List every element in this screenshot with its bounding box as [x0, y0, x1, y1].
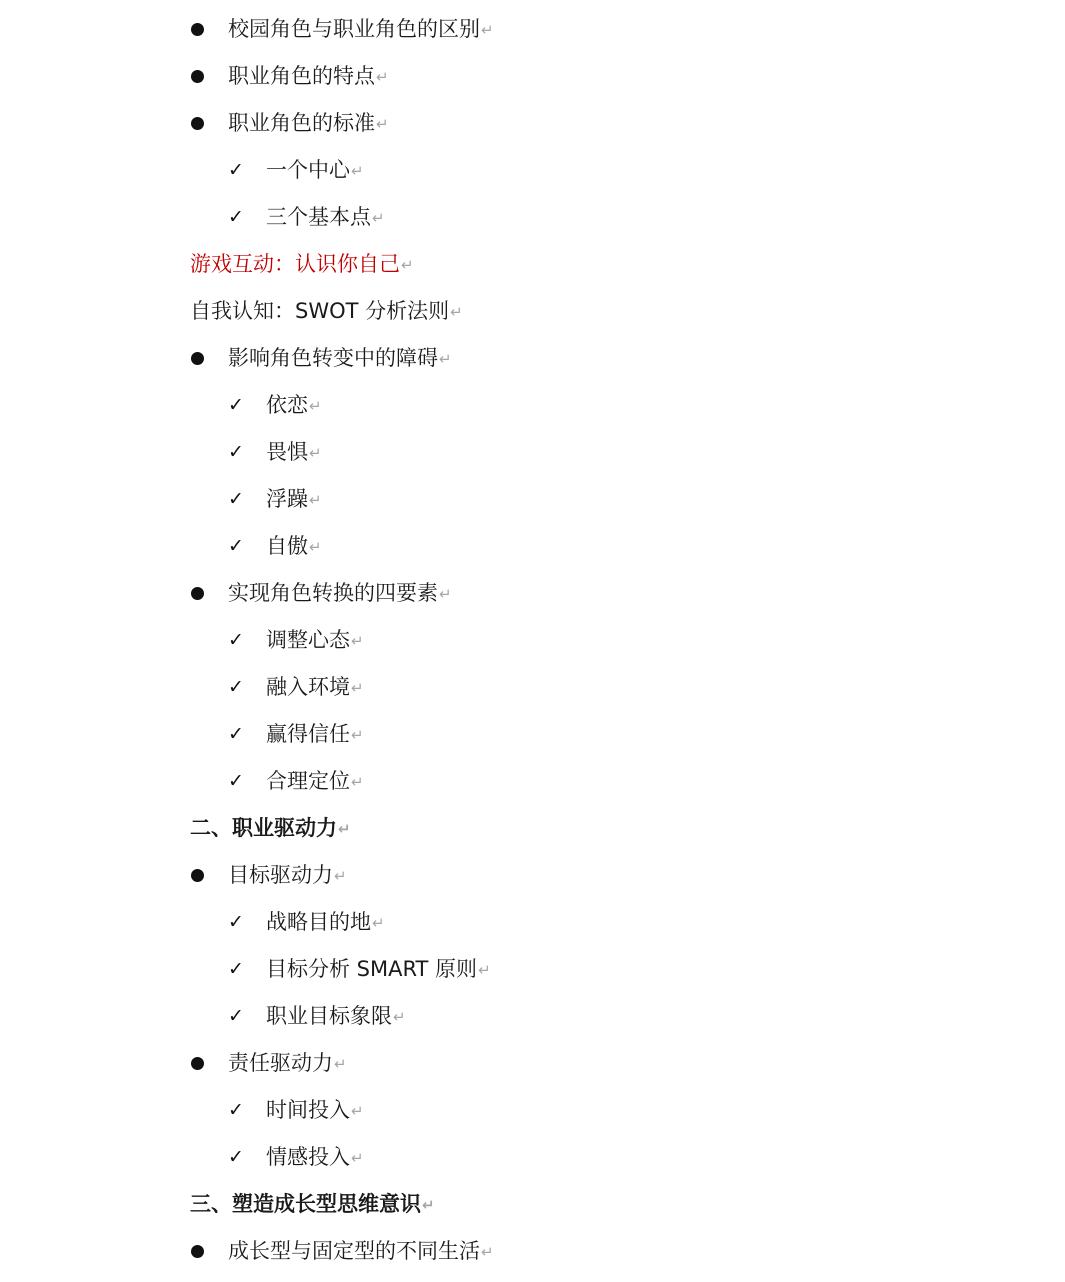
checkmark-list-item — [0, 993, 1065, 1040]
checkmark-icon: ✓ — [228, 676, 244, 698]
checkmark-list-item — [0, 382, 1065, 429]
paragraph-mark-icon: ↵ — [351, 632, 364, 650]
checkmark-list-item — [0, 1087, 1065, 1134]
line-text: 职业目标象限 — [266, 1004, 392, 1028]
paragraph-mark-icon: ↵ — [376, 68, 389, 86]
paragraph-mark-icon: ↵ — [372, 914, 385, 932]
paragraph-mark-icon: ↵ — [351, 1102, 364, 1120]
line-text: 时间投入 — [266, 1098, 350, 1122]
line-text: 自我认知：SWOT 分析法则 — [190, 299, 450, 323]
line-text: 融入环境 — [266, 675, 350, 699]
highlight-paragraph — [0, 241, 1065, 288]
bullet-list-item — [0, 335, 1065, 382]
bullet-list-item — [0, 1228, 1065, 1275]
line-text: 目标驱动力 — [228, 863, 333, 887]
line-text: 情感投入 — [266, 1145, 350, 1169]
paragraph-mark-icon: ↵ — [481, 21, 494, 39]
checkmark-list-item — [0, 664, 1065, 711]
bullet-list-item — [0, 53, 1065, 100]
bullet-list-item — [0, 100, 1065, 147]
paragraph-mark-icon: ↵ — [309, 538, 322, 556]
line-text: 自傲 — [266, 534, 308, 558]
line-text: 依恋 — [266, 393, 308, 417]
paragraph-mark-icon: ↵ — [334, 1055, 347, 1073]
line-text: 游戏互动：认识你自己 — [190, 252, 400, 276]
document-body — [0, 6, 1065, 1275]
line-text: 影响角色转变中的障碍 — [228, 346, 438, 370]
checkmark-icon: ✓ — [228, 441, 244, 463]
paragraph-mark-icon: ↵ — [309, 491, 322, 509]
bullet-list-item — [0, 852, 1065, 899]
line-text: 职业角色的标准 — [228, 111, 375, 135]
checkmark-list-item — [0, 711, 1065, 758]
line-text: 畏惧 — [266, 440, 308, 464]
section-heading — [0, 1181, 1065, 1228]
paragraph-mark-icon: ↵ — [351, 679, 364, 697]
line-text: 三、塑造成长型思维意识 — [190, 1192, 421, 1216]
checkmark-list-item — [0, 617, 1065, 664]
checkmark-list-item — [0, 476, 1065, 523]
paragraph-mark-icon: ↵ — [401, 256, 414, 274]
paragraph-mark-icon: ↵ — [478, 961, 491, 979]
line-text: 实现角色转换的四要素 — [228, 581, 438, 605]
checkmark-list-item — [0, 899, 1065, 946]
paragraph-mark-icon: ↵ — [439, 350, 452, 368]
line-text: 目标分析 SMART 原则 — [266, 957, 478, 981]
line-text: 成长型与固定型的不同生活 — [228, 1239, 480, 1263]
paragraph-mark-icon: ↵ — [422, 1196, 435, 1214]
line-text: 三个基本点 — [266, 205, 371, 229]
checkmark-icon: ✓ — [228, 206, 244, 228]
checkmark-icon: ✓ — [228, 159, 244, 181]
checkmark-list-item — [0, 758, 1065, 805]
paragraph-mark-icon: ↵ — [351, 773, 364, 791]
checkmark-icon: ✓ — [228, 723, 244, 745]
line-text: 赢得信任 — [266, 722, 350, 746]
paragraph-mark-icon: ↵ — [372, 209, 385, 227]
line-text: 战略目的地 — [266, 910, 371, 934]
checkmark-list-item — [0, 429, 1065, 476]
checkmark-icon: ✓ — [228, 770, 244, 792]
checkmark-icon: ✓ — [228, 1099, 244, 1121]
paragraph-mark-icon: ↵ — [338, 820, 351, 838]
line-text: 调整心态 — [266, 628, 350, 652]
line-text: 校园角色与职业角色的区别 — [228, 17, 480, 41]
line-text: 浮躁 — [266, 487, 308, 511]
paragraph-mark-icon: ↵ — [351, 1149, 364, 1167]
checkmark-icon: ✓ — [228, 1146, 244, 1168]
section-heading — [0, 805, 1065, 852]
paragraph-mark-icon: ↵ — [334, 867, 347, 885]
bullet-list-item — [0, 6, 1065, 53]
paragraph-mark-icon: ↵ — [450, 303, 463, 321]
paragraph-mark-icon: ↵ — [439, 585, 452, 603]
paragraph — [0, 288, 1065, 335]
checkmark-icon: ✓ — [228, 488, 244, 510]
line-text: 二、职业驱动力 — [190, 816, 337, 840]
paragraph-mark-icon: ↵ — [351, 162, 364, 180]
checkmark-list-item — [0, 1134, 1065, 1181]
checkmark-icon: ✓ — [228, 535, 244, 557]
paragraph-mark-icon: ↵ — [481, 1243, 494, 1261]
bullet-list-item — [0, 1040, 1065, 1087]
line-text: 一个中心 — [266, 158, 350, 182]
checkmark-list-item — [0, 523, 1065, 570]
paragraph-mark-icon: ↵ — [393, 1008, 406, 1026]
checkmark-list-item — [0, 147, 1065, 194]
line-text: 责任驱动力 — [228, 1051, 333, 1075]
checkmark-list-item — [0, 194, 1065, 241]
line-text: 合理定位 — [266, 769, 350, 793]
line-text: 职业角色的特点 — [228, 64, 375, 88]
paragraph-mark-icon: ↵ — [351, 726, 364, 744]
paragraph-mark-icon: ↵ — [376, 115, 389, 133]
bullet-list-item — [0, 570, 1065, 617]
checkmark-icon: ✓ — [228, 629, 244, 651]
paragraph-mark-icon: ↵ — [309, 444, 322, 462]
checkmark-icon: ✓ — [228, 958, 244, 980]
checkmark-icon: ✓ — [228, 394, 244, 416]
checkmark-icon: ✓ — [228, 1005, 244, 1027]
paragraph-mark-icon: ↵ — [309, 397, 322, 415]
checkmark-list-item — [0, 946, 1065, 993]
checkmark-icon: ✓ — [228, 911, 244, 933]
